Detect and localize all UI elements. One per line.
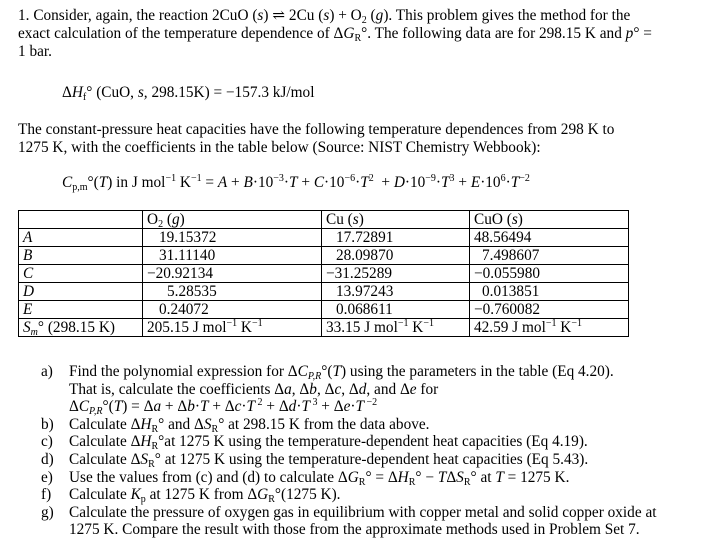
task-b: b) Calculate $\Delta H_R^\circ$ and $\Delta S_R^\circ$ at 298.15 K from the data above. xyxy=(41,415,430,435)
cell-cuo: 0.013851 xyxy=(470,283,629,301)
task-g: g) Calculate the pressure of oxygen gas in equilibrium with copper metal and solid copper oxide at 1275 K. Compare the result with those from the approximate methods used in Problem Set 7. xyxy=(41,503,657,539)
table-row xyxy=(19,247,629,265)
description-line-1: The constant-pressure heat capacities have the following temperature dependences from 298 K to xyxy=(18,121,615,138)
cp-formula: $C_{p,m}^\circ(T)$ in J mol$^{-1}$ $K^{-1} = A + B\cdot 10^{-3}\cdot T + C\cdot 10^{-6}\cdot T^2 + D\cdot 10^{-9}\cdot T^3 + E\cdot 10^6\cdot T^{-2}$ xyxy=(62,173,530,193)
table-row-entropy xyxy=(19,319,629,337)
cell-o2-entropy: 205.15 J mol$^{-1}$ $K^{-1}$ xyxy=(143,319,322,337)
table-row xyxy=(19,301,629,319)
cell-cu: 13.97243 xyxy=(322,283,470,301)
intro-line-3: 1 bar. xyxy=(18,43,52,60)
row-label: E xyxy=(19,301,143,319)
row-label-entropy: $S_m^\circ$ (298.15 K) xyxy=(19,319,143,337)
task-list xyxy=(41,363,706,539)
row-label: C xyxy=(19,265,143,283)
table-header-row xyxy=(19,211,629,229)
task-f: f) Calculate $K_p$ at 1275 K from $\Delta G_R^\circ(1275$ K). xyxy=(41,486,341,506)
task-marker: a) xyxy=(41,363,53,380)
cell-o2: −20.92134 xyxy=(143,265,322,283)
row-label: A xyxy=(19,229,143,247)
cell-o2: 5.28535 xyxy=(143,283,322,301)
task-marker: f) xyxy=(41,486,52,504)
description-line-2: 1275 K, with the coefficients in the table below (Source: NIST Chemistry Webbook): xyxy=(18,139,541,156)
task-e: e) Use the values from (c) and (d) to calculate $\Delta G_R^\circ = \Delta H_R^\circ - T\Delta S_R^\circ$ at T = 1275 K. xyxy=(41,468,570,488)
task-marker: g) xyxy=(41,503,54,521)
cell-cuo: −0.055980 xyxy=(470,265,629,283)
heat-capacity-description xyxy=(18,121,698,157)
task-marker: d) xyxy=(41,450,54,468)
cell-cuo: −0.760082 xyxy=(470,301,629,319)
enthalpy-formation: $\Delta H_f^\circ$ (CuO, s, 298.15K) = −157.3 kJ/mol xyxy=(62,84,315,103)
cell-cuo: 7.498607 xyxy=(470,247,629,265)
cell-cu: 0.068611 xyxy=(322,301,470,319)
coefficient-table xyxy=(18,210,629,337)
header-o2: $O_2$ (g) xyxy=(143,211,322,229)
row-label: D xyxy=(19,283,143,301)
cell-cu-entropy: 33.15 J mol$^{-1}$ $K^{-1}$ xyxy=(322,319,470,337)
cell-cuo-entropy: 42.59 J mol$^{-1}$ $K^{-1}$ xyxy=(470,319,629,337)
task-marker: e) xyxy=(41,468,53,486)
task-a: a) Find the polynomial expression for $\Delta C_{P,R}^\circ(T)$ using the parameters in the table (Eq 4.20). That is, calculate the coefficients Δa, Δb, Δc, Δd, and Δe for $\Delta C_{P,R}^\circ(T) = \Delta a + \Delta b\cdot T + \Delta c\cdot T$ $^2$ + Δd·T $^3$ + Δe·T $^{-2}$ xyxy=(41,363,614,418)
intro-line-2: exact calculation of the temperature dependence of $\Delta G_R^\circ$. The following data are for 298.15 K and p° = xyxy=(18,25,652,44)
task-d: d) Calculate $\Delta S_R^\circ$ at 1275 K using the temperature-dependent heat capacities (Eq 5.43). xyxy=(41,450,589,470)
task-c: c) Calculate $\Delta H_R^\circ at$ 1275 K using the temperature-dependent heat capacities (Eq 4.19). xyxy=(41,433,588,453)
cell-o2: 31.11140 xyxy=(143,247,322,265)
intro-line-1: 1. Consider, again, the reaction 2CuO (s) ⇌ 2Cu $(s) + O_2$ (g). This problem gives the method for the xyxy=(18,7,631,26)
table-row xyxy=(19,265,629,283)
header-cu: Cu (s) xyxy=(322,211,470,229)
task-marker: b) xyxy=(41,415,54,433)
header-empty xyxy=(19,211,143,229)
task-marker: c) xyxy=(41,433,53,451)
row-label: B xyxy=(19,247,143,265)
cell-o2: 19.15372 xyxy=(143,229,322,247)
cell-cu: 17.72891 xyxy=(322,229,470,247)
cell-cuo: 48.56494 xyxy=(470,229,629,247)
header-cuo: CuO (s) xyxy=(470,211,629,229)
problem-intro xyxy=(18,7,698,61)
table-row xyxy=(19,229,629,247)
cell-cu: −31.25289 xyxy=(322,265,470,283)
cell-cu: 28.09870 xyxy=(322,247,470,265)
cell-o2: 0.24072 xyxy=(143,301,322,319)
table-row xyxy=(19,283,629,301)
